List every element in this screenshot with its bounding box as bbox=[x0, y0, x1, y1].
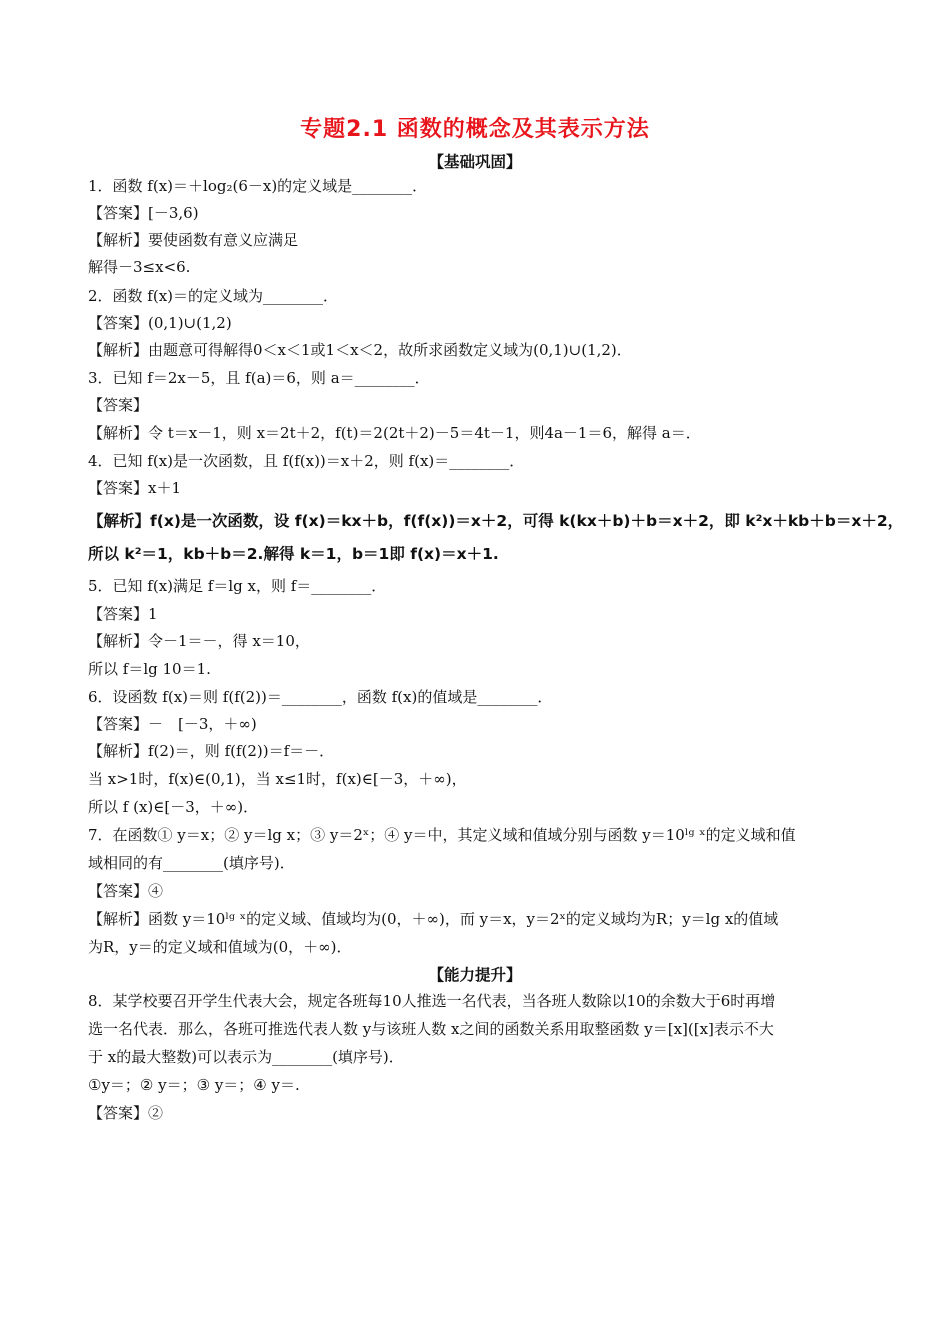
section-heading-basic: 【基础巩固】 bbox=[428, 153, 522, 171]
section-heading-advanced: 【能力提升】 bbox=[428, 966, 522, 984]
answer-1: 【答案】[－3,6) bbox=[88, 204, 199, 222]
page-title: 专题2.1 函数的概念及其表示方法 bbox=[300, 117, 650, 142]
answer-8: 【答案】② bbox=[88, 1104, 164, 1122]
analysis-6-conclusion: 所以 f (x)∈[－3，＋∞)． bbox=[88, 798, 259, 816]
answer-5: 【答案】1 bbox=[88, 605, 158, 623]
question-7-cont: 域相同的有________(填序号)． bbox=[88, 854, 295, 872]
analysis-7: 【解析】函数 y＝10ˡᵍ ˣ的定义域、值域均为(0，＋∞)，而 y＝x，y＝2ˣ的定义域均为R；y＝lg x的值域 bbox=[88, 910, 779, 928]
analysis-6-cont: 当 x>1时，f(x)∈(0,1)，当 x≤1时，f(x)∈[－3，＋∞)， bbox=[88, 770, 467, 788]
answer-6: 【答案】－ [－3，＋∞) bbox=[88, 715, 257, 733]
question-2: 2．函数 f(x)＝的定义域为________． bbox=[88, 287, 339, 305]
analysis-7-cont: 为R，y＝的定义域和值域为(0，＋∞)． bbox=[88, 938, 352, 956]
answer-2: 【答案】(0,1)∪(1,2) bbox=[88, 314, 232, 332]
analysis-5: 【解析】令－1＝－，得 x＝10， bbox=[88, 632, 310, 650]
question-8-cont2: 于 x的最大整数)可以表示为________(填序号)． bbox=[88, 1048, 404, 1066]
question-8-options: ①y＝；② y＝；③ y＝；④ y＝. bbox=[88, 1076, 300, 1094]
analysis-6: 【解析】f(2)＝，则 f(f(2))＝f＝－． bbox=[88, 742, 335, 760]
analysis-2: 【解析】由题意可得解得0＜x＜1或1＜x＜2，故所求函数定义域为(0,1)∪(1,2)． bbox=[88, 341, 632, 359]
answer-7: 【答案】④ bbox=[88, 882, 164, 900]
question-7: 7．在函数① y＝x；② y＝lg x；③ y＝2ˣ；④ y＝中，其定义域和值域分别与函数 y＝10ˡᵍ ˣ的定义域和值 bbox=[88, 826, 796, 844]
analysis-5-cont: 所以 f＝lg 10＝1. bbox=[88, 660, 211, 678]
answer-3: 【答案】 bbox=[88, 396, 149, 414]
analysis-1: 【解析】要使函数有意义应满足 bbox=[88, 231, 299, 249]
question-5: 5．已知 f(x)满足 f＝lg x，则 f＝________． bbox=[88, 577, 387, 595]
analysis-4-cont: 所以 k²＝1，kb＋b＝2.解得 k＝1，b＝1即 f(x)＝x＋1. bbox=[88, 545, 499, 563]
question-8: 8．某学校要召开学生代表大会，规定各班每10人推选一名代表，当各班人数除以10的余数大于6时再增 bbox=[88, 992, 776, 1010]
analysis-4: 【解析】f(x)是一次函数，设 f(x)＝kx＋b，f(f(x))＝x＋2，可得 k(kx＋b)＋b＝x＋2，即 k²x＋kb＋b＝x＋2， bbox=[88, 512, 904, 530]
analysis-3: 【解析】令 t＝x－1，则 x＝2t＋2，f(t)＝2(2t＋2)－5＝4t－1，则4a－1＝6，解得 a＝． bbox=[88, 424, 701, 442]
question-8-cont: 选一名代表．那么，各班可推选代表人数 y与该班人数 x之间的函数关系用取整函数 y＝[x]([x]表示不大 bbox=[88, 1020, 774, 1038]
question-3: 3．已知 f＝2x－5，且 f(a)＝6，则 a＝________． bbox=[88, 369, 430, 387]
answer-4: 【答案】x＋1 bbox=[88, 479, 182, 497]
question-1: 1．函数 f(x)＝＋log₂(6－x)的定义域是________． bbox=[88, 177, 428, 195]
analysis-1-cont: 解得－3≤x<6. bbox=[88, 258, 191, 276]
question-4: 4．已知 f(x)是一次函数，且 f(f(x))＝x＋2，则 f(x)＝________． bbox=[88, 452, 525, 470]
question-6: 6．设函数 f(x)＝则 f(f(2))＝________，函数 f(x)的值域是________． bbox=[88, 688, 553, 706]
